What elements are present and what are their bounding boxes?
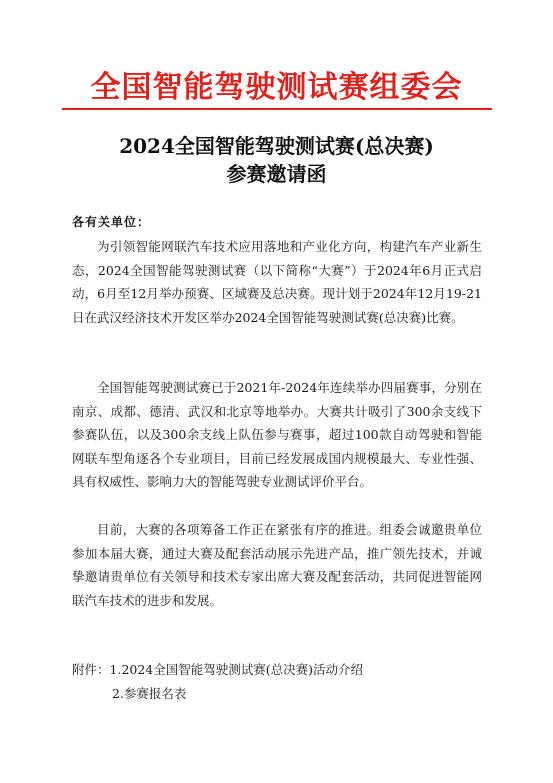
body-paragraph-3: 目前，大赛的各项筹备工作正在紧张有序的推进。组委会诚邀贵单位参加本届大赛，通过大赛及配套活动展示先进产品，推广领先技术，并诚挚邀请贵单位有关领导和技术专家出席大赛及配套活动，共同促进智能网联汽车技术的进步和发展。 (72, 522, 482, 608)
attachments-label: 附件： (72, 662, 110, 677)
attachment-item-1: 1.2024全国智能驾驶测试赛(总决赛)活动介绍 (109, 662, 364, 677)
letterhead-org-name: 全国智能驾驶测试赛组委会 (90, 70, 463, 105)
letterhead-rule (62, 108, 492, 110)
document-title-line-1: 2024全国智能驾驶测试赛(总决赛) (119, 134, 434, 158)
body-paragraph-1: 为引领智能网联汽车技术应用落地和产业化方向，构建汽车产业新生态，2024全国智能驾驶测试赛（以下简称“大赛”）于2024年6月正式启动，6月至12月举办预赛、区域赛及总决赛。现计划于2024年12月19-21日在武汉经济技术开发区举办2024全国智能驾驶测试赛(总决赛)比赛。 (72, 239, 482, 325)
salutation: 各有关单位： (72, 215, 151, 229)
body-paragraph-2: 全国智能驾驶测试赛已于2021年-2024年连续举办四届赛事，分别在南京、成都、德清、武汉和北京等地举办。大赛共计吸引了300余支线下参赛队伍，以及300余支线上队伍参与赛事，超过100款自动驾驶和智能网联车型角逐各个专业项目，目前已经发展成国内规模最大、专业性强、具有权威性、影响力大的智能驾驶专业测试评价平台。 (72, 380, 482, 489)
attachment-item-2: 2.参赛报名表 (112, 686, 187, 701)
attachments-line (72, 658, 363, 682)
document-title-line-2: 参赛邀请函 (226, 162, 327, 186)
